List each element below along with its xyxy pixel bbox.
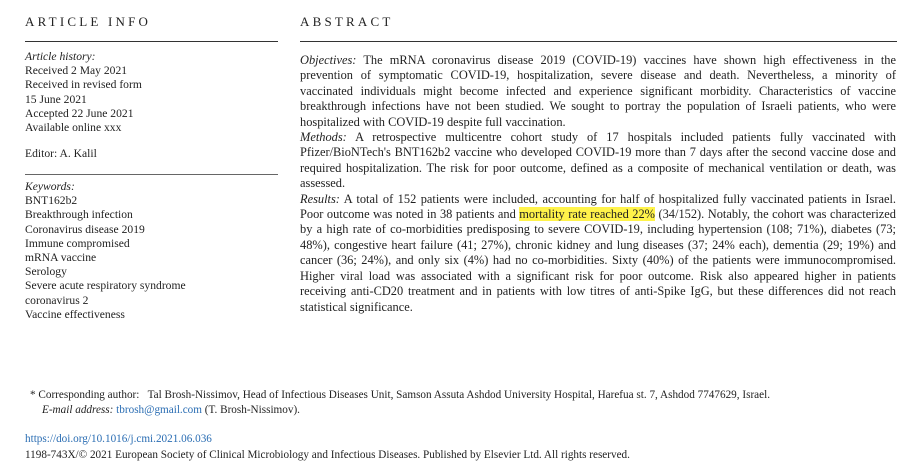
keyword-item: mRNA vaccine: [25, 251, 97, 265]
results-paragraph: [300, 192, 896, 315]
corresponding-text: Tal Brosh-Nissimov, Head of Infectious Diseases Unit, Samson Assuta Ashdod University Hospital, Harefua st. 7, Ashdod 7747629, Israel.: [147, 389, 771, 401]
keyword-item: Immune compromised: [25, 236, 130, 250]
history-item: 15 June 2021: [25, 92, 87, 106]
keyword-item: coronavirus 2: [25, 293, 89, 307]
article-info-heading: ARTICLE INFO: [25, 14, 152, 29]
history-item: Received in revised form: [25, 78, 142, 92]
abstract-heading: ABSTRACT: [300, 14, 394, 29]
email-label: E-mail address:: [42, 404, 114, 416]
article-info-rule: [25, 41, 278, 42]
history-item: Accepted 22 June 2021: [25, 106, 134, 120]
objectives-label: Objectives:: [300, 53, 357, 67]
corresponding-label: * Corresponding author:: [30, 389, 140, 401]
copyright-line: 1198-743X/© 2021 European Society of Clinical Microbiology and Infectious Diseases. Published by Elsevier Ltd. All rights reserved.: [25, 449, 630, 461]
keyword-item: Serology: [25, 265, 67, 279]
history-item: Available online xxx: [25, 121, 122, 135]
keywords-rule: [25, 174, 278, 175]
email-link[interactable]: tbrosh@gmail.com: [116, 404, 202, 416]
abstract-rule: [300, 41, 897, 42]
doi-link[interactable]: https://doi.org/10.1016/j.cmi.2021.06.036: [25, 433, 212, 445]
abstract-body: [300, 53, 896, 315]
corresponding-author-note: [30, 388, 770, 402]
history-item: Received 2 May 2021: [25, 64, 128, 78]
keyword-item: Vaccine effectiveness: [25, 307, 125, 321]
highlighted-text: mortality rate reached 22%: [519, 207, 655, 222]
methods-label: Methods:: [300, 130, 347, 145]
results-text-before: A total of 152 patients were included, accounting for half of hospitalized fully vaccinated patients in Israel. Poor outcome was noted in 38 patients and: [300, 191, 896, 222]
email-line: [42, 403, 300, 417]
email-suffix: (T. Brosh-Nissimov).: [204, 404, 300, 416]
history-label: Article history:: [25, 50, 96, 63]
keywords: [25, 180, 277, 322]
keywords-label: Keywords:: [25, 180, 75, 193]
editor: Editor: A. Kalil: [25, 147, 97, 160]
objectives-text: The mRNA coronavirus disease 2019 (COVID-19) vaccines have shown high effectiveness in the prevention of symptomatic COVID-19, hospitalization, severe disease and death. Nevertheless, a minority of vaccinated individuals might become infected and experience significant morbidity. Characteristics of vaccine breakthrough infections have not been studied. We sought to portray the population of Israeli patients, who were hospitalized with COVID-19 despite full vaccination.: [300, 53, 897, 129]
keyword-item: BNT162b2: [25, 194, 78, 208]
keyword-item: Severe acute respiratory syndrome: [25, 279, 186, 293]
keyword-item: Coronavirus disease 2019: [25, 222, 145, 236]
results-text-after: (34/152). Notably, the cohort was characterized by a high rate of co-morbidities predisposing to severe COVID-19, including hypertension (108; 71%), diabetes (73; 48%), congestive heart failure (41; 27%), chronic kidney and lung diseases (37; 24% each), dementia (29; 19%) and cancer (36; 24%), and only six (4%) had no co-morbidities. Sixty (40%) of the patients were immunocompromised. Higher viral load was associated with a significant risk for poor outcome. Risk also appeared higher in patients receiving anti-CD20 treatment and in patients with low titres of anti-Spike IgG, but these differences did not reach statistical significance.: [300, 207, 897, 314]
objectives-paragraph: [300, 53, 896, 130]
keyword-item: Breakthrough infection: [25, 208, 133, 222]
methods-text: A retrospective multicentre cohort study of 17 hospitals included patients fully vaccinated with Pfizer/BioNTech's BNT162b2 vaccine who developed COVID-19 more than 7 days after the second vaccine dose and required hospitalization. The risk for poor outcome, defined as a composite of mechanical ventilation or death, was assessed.: [300, 130, 896, 191]
methods-paragraph: [300, 130, 896, 192]
results-label: Results:: [300, 191, 340, 206]
article-history: [25, 50, 277, 135]
